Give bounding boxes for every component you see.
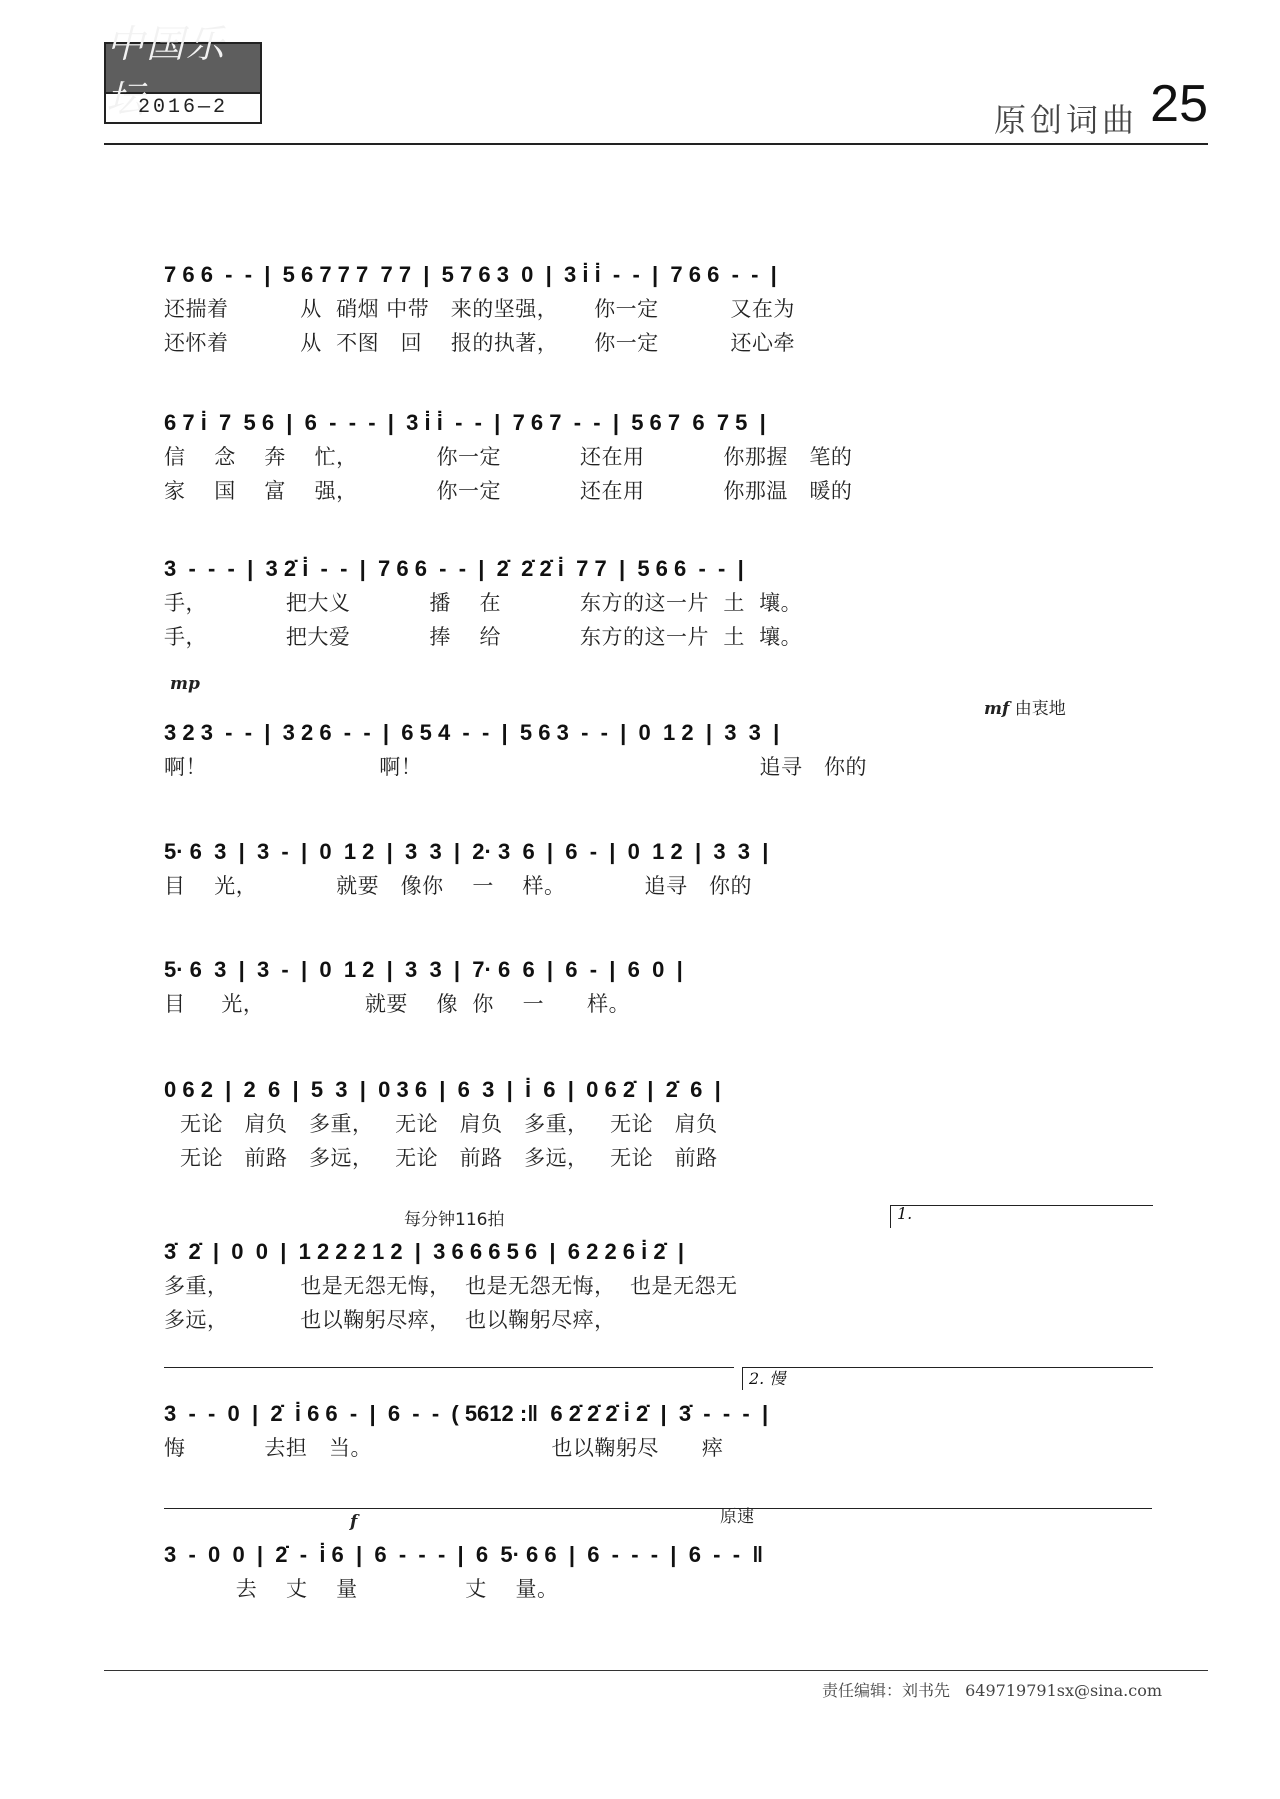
score-system-3 [164, 552, 1154, 654]
score-system-9 [164, 1369, 1154, 1465]
tempo-return-mark: 原速 [720, 1507, 754, 1527]
lyric-verse-2: 无论 前路 多远， 无论 前路 多远， 无论 前路 [180, 1146, 718, 1170]
score-system-2 [164, 406, 1154, 508]
lyric-verse-1: 多重， 也是无怨无悔， 也是无怨无悔， 也是无怨无 [164, 1274, 738, 1298]
lyric-verse-1: 信 念 奔 忙， 你一定 还在用 你那握 笔的 [164, 445, 853, 469]
footer-credit [812, 1678, 1162, 1701]
lyric-verse-1: 还揣着 从 硝烟 中带 来的坚强， 你一定 又在为 [164, 297, 795, 321]
lyric-verse-1: 手， 把大义 播 在 东方的这一片 土 壤。 [164, 591, 803, 615]
lyric-verse-1: 目 光， 就要 像你 一 样。 追寻 你的 [164, 874, 753, 898]
dynamic-f: f [350, 1512, 358, 1532]
volta-2-label: 2. 慢 [749, 1369, 786, 1388]
score-line: 3 2 3 - - | 3 2 6 - - | 6 5 4 - - | 5 6 3 - - | 0 1 2 | 3 3 | [164, 720, 780, 745]
lyric-verse-1: 无论 肩负 多重， 无论 肩负 多重， 无论 肩负 [180, 1112, 718, 1136]
score-system-8 [164, 1204, 1154, 1337]
masthead [104, 22, 262, 124]
expression-text: 由衷地 [1014, 699, 1066, 719]
score-line: 6 7 i̇ 7 5 6 | 6 - - - | 3 i̇ i̇ - - | 7 6 7 - - | 5 6 7 6 7 5 | [164, 410, 766, 435]
score-system-6 [164, 953, 1154, 1021]
volta-1-label: 1. [897, 1204, 913, 1223]
score-line: 3̇ 2̇ | 0 0 | 1 2 2 2 1 2 | 3 6 6 6 5 6 | 6 2 2 6 i̇ 2̇ | [164, 1239, 684, 1264]
magazine-logo: 中国乐坛 [104, 42, 262, 94]
score-system-7 [164, 1073, 1154, 1175]
score-line: 7 6 6 - - | 5 6 7 7 7 7 7 | 5 7 6 3 0 | 3 i̇ i̇ - - | 7 6 6 - - | [164, 262, 777, 287]
volta-second-ending [742, 1367, 1153, 1390]
volta-first-ending [890, 1205, 1153, 1228]
score-system-1 [164, 258, 1154, 360]
dynamic-mp: mp [170, 674, 200, 694]
score-line: 0 6 2 | 2 6 | 5 3 | 0 3 6 | 6 3 | i̇ 6 | 0 6 2̇ | 2̇ 6 | [164, 1077, 721, 1102]
section-title: 原创词曲 [993, 101, 1138, 139]
lyric-verse-2: 多远， 也以鞠躬尽瘁， 也以鞠躬尽瘁， [164, 1308, 616, 1332]
score-line: 3 - - 0 | 2̇ i̇ 6 6 - | 6 - - ( 5612 :‖ 6 2̇ 2̇ 2̇ i̇ 2̇ | 3̇ - - - | [164, 1401, 769, 1426]
lyric-verse-2: 手， 把大爱 捧 给 东方的这一片 土 壤。 [164, 625, 803, 649]
volta-1-continuation [164, 1367, 734, 1368]
volta-2-continuation [164, 1508, 1152, 1509]
score-system-5 [164, 835, 1154, 903]
score-system-10 [164, 1507, 1154, 1606]
score-line: 5· 6 3 | 3 - | 0 1 2 | 3 3 | 7· 6 6 | 6 - | 6 0 | [164, 957, 683, 982]
score-system-4 [164, 674, 1154, 784]
score-line: 3 - - - | 3 2̇ i̇ - - | 7 6 6 - - | 2̇ 2̇ 2̇ i̇ 7 7 | 5 6 6 - - | [164, 556, 744, 581]
score-line: 5· 6 3 | 3 - | 0 1 2 | 3 3 | 2· 3 6 | 6 - | 0 1 2 | 3 3 | [164, 839, 769, 864]
tempo-mark: 每分钟116拍 [404, 1210, 505, 1230]
issue-number: 2016—2 [104, 94, 262, 124]
header-rule [104, 143, 1208, 145]
editor-credit: 责任编辑：刘书先 [822, 1681, 951, 1700]
editor-email: 649719791sx@sina.com [965, 1681, 1162, 1700]
lyric-verse-1: 悔 去担 当。 也以鞠躬尽 瘁 [164, 1436, 724, 1460]
score-line: 3 - 0 0 | 2̇ - i̇ 6 | 6 - - - | 6 5· 6 6 | 6 - - - | 6 - - ‖ [164, 1542, 764, 1567]
lyric-verse-1: 去 丈 量 丈 量。 [164, 1577, 559, 1601]
lyric-verse-2: 家 国 富 强， 你一定 还在用 你那温 暖的 [164, 479, 853, 503]
lyric-verse-1: 啊！ 啊！ 追寻 你的 [164, 755, 867, 779]
lyric-verse-1: 目 光， 就要 像 你 一 样。 [164, 992, 631, 1016]
lyric-verse-2: 还怀着 从 不图 回 报的执著， 你一定 还心牵 [164, 331, 795, 355]
page-number: 25 [1150, 75, 1208, 133]
dynamic-mf: mf [984, 699, 1010, 719]
footer-rule [104, 1670, 1208, 1671]
